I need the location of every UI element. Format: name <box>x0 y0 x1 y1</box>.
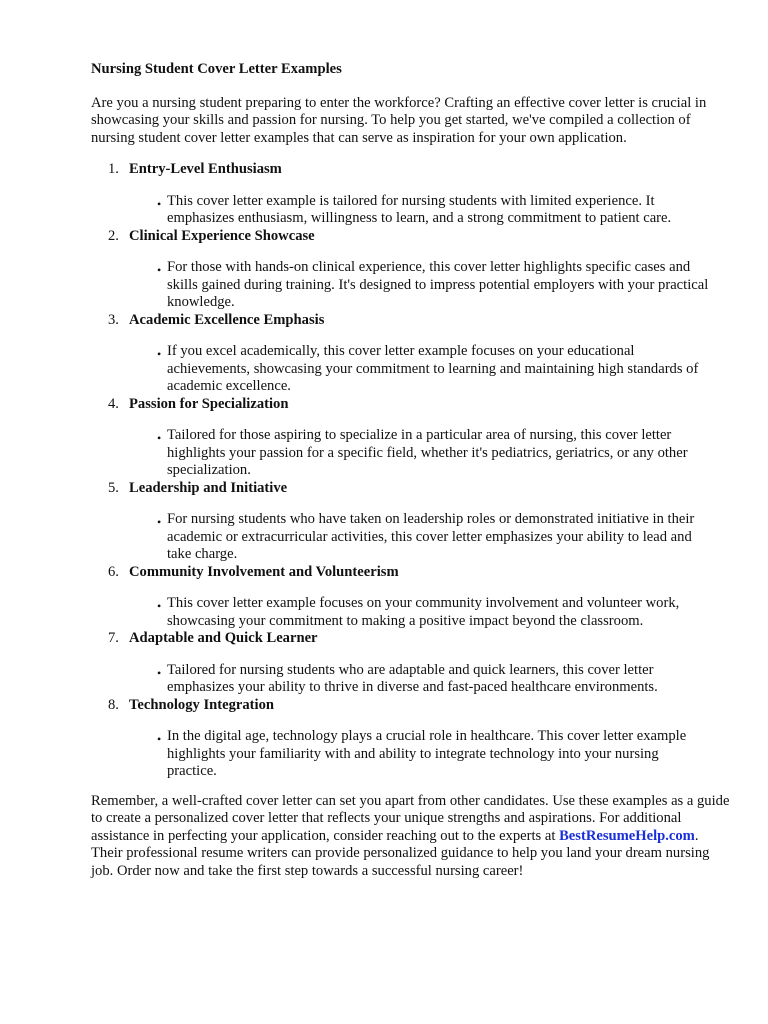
item-heading: Passion for Specialization <box>129 395 289 412</box>
bullet-icon: • <box>157 732 162 746</box>
page-title: Nursing Student Cover Letter Examples <box>91 61 342 77</box>
closing-text-after: . Their professional resume writers can provide personalized guidance to help you land your dream nursing job. Order now and take the first step towards a successful nursing career! <box>91 827 710 879</box>
item-bullet <box>157 427 712 480</box>
item-number: 4. <box>108 395 119 412</box>
closing-text-before: Remember, a well-crafted cover letter can set you apart from other candidates. Use these examples as a guide to create a personalized cover letter that reflects your unique strengths and aspirations. For additional assistance in perfecting your application, consider reaching out to the experts at <box>91 792 730 844</box>
bullet-text: This cover letter example is tailored for nursing students with limited experience. It emphasizes enthusiasm, willingness to learn, and a strong commitment to patient care. <box>167 192 672 226</box>
bullet-icon: • <box>157 263 162 277</box>
item-bullet <box>157 728 712 781</box>
item-number: 5. <box>108 479 119 496</box>
item-heading: Clinical Experience Showcase <box>129 227 315 244</box>
list-item <box>91 697 731 781</box>
item-heading: Entry-Level Enthusiasm <box>129 161 282 177</box>
intro-paragraph: Are you a nursing student preparing to enter the workforce? Crafting an effective cover letter is crucial in showcasing your skills and passion for nursing. To help you get started, we've compiled a collection of nursing student cover letter examples that can serve as inspiration for your own application. <box>91 94 707 146</box>
bullet-text: This cover letter example focuses on your community involvement and volunteer work, showcasing your commitment to making a positive impact beyond the classroom. <box>167 595 680 629</box>
item-heading: Community Involvement and Volunteerism <box>129 563 399 580</box>
bullet-text: In the digital age, technology plays a crucial role in healthcare. This cover letter example highlights your familiarity with and ability to integrate technology into your nursing practice. <box>167 728 687 779</box>
bullet-icon: • <box>157 599 162 613</box>
item-bullet <box>157 661 712 697</box>
bullet-text: For those with hands-on clinical experience, this cover letter highlights specific cases and skills gained during training. It's designed to impress potential employers with your practical knowledge. <box>167 259 709 310</box>
bullet-icon: • <box>157 515 162 529</box>
list-item <box>91 480 731 564</box>
examples-list <box>91 161 731 781</box>
item-number: 1. <box>108 161 119 177</box>
bullet-icon: • <box>157 431 162 445</box>
item-heading: Adaptable and Quick Learner <box>129 630 318 646</box>
item-number: 3. <box>108 311 119 328</box>
bullet-icon: • <box>157 665 162 680</box>
list-item <box>91 630 731 697</box>
list-item <box>91 312 731 396</box>
bullet-text: Tailored for those aspiring to specialize in a particular area of nursing, this cover letter highlights your passion for a specific field, whether it's pediatrics, geriatrics, or any other specialization. <box>167 427 688 478</box>
item-heading: Academic Excellence Emphasis <box>129 311 325 328</box>
item-heading: Leadership and Initiative <box>129 479 288 496</box>
list-item <box>91 228 731 312</box>
item-number: 2. <box>108 227 119 244</box>
list-item <box>91 396 731 480</box>
item-number: 8. <box>108 696 119 713</box>
bullet-icon: • <box>157 347 162 361</box>
item-bullet <box>157 259 712 312</box>
bestresumehelp-link[interactable]: BestResumeHelp.com <box>559 827 695 844</box>
item-bullet <box>157 343 712 396</box>
item-heading: Technology Integration <box>129 696 275 713</box>
list-item <box>91 161 731 228</box>
bullet-text: Tailored for nursing students who are adaptable and quick learners, this cover letter emphasizes your ability to thrive in diverse and fast-paced healthcare environments. <box>167 661 658 695</box>
item-bullet <box>157 511 712 564</box>
item-number: 7. <box>108 630 119 646</box>
bullet-text: If you excel academically, this cover letter example focuses on your educational achievements, showcasing your commitment to learning and maintaining high standards of academic excellence. <box>167 343 699 394</box>
item-bullet <box>157 192 712 228</box>
closing-paragraph <box>91 793 731 881</box>
list-item <box>91 564 731 631</box>
document-page <box>91 61 731 880</box>
item-number: 6. <box>108 563 119 580</box>
bullet-text: For nursing students who have taken on leadership roles or demonstrated initiative in their academic or extracurricular activities, this cover letter emphasizes your ability to lead and take charge. <box>167 511 695 562</box>
item-bullet <box>157 595 712 630</box>
bullet-icon: • <box>157 196 162 211</box>
